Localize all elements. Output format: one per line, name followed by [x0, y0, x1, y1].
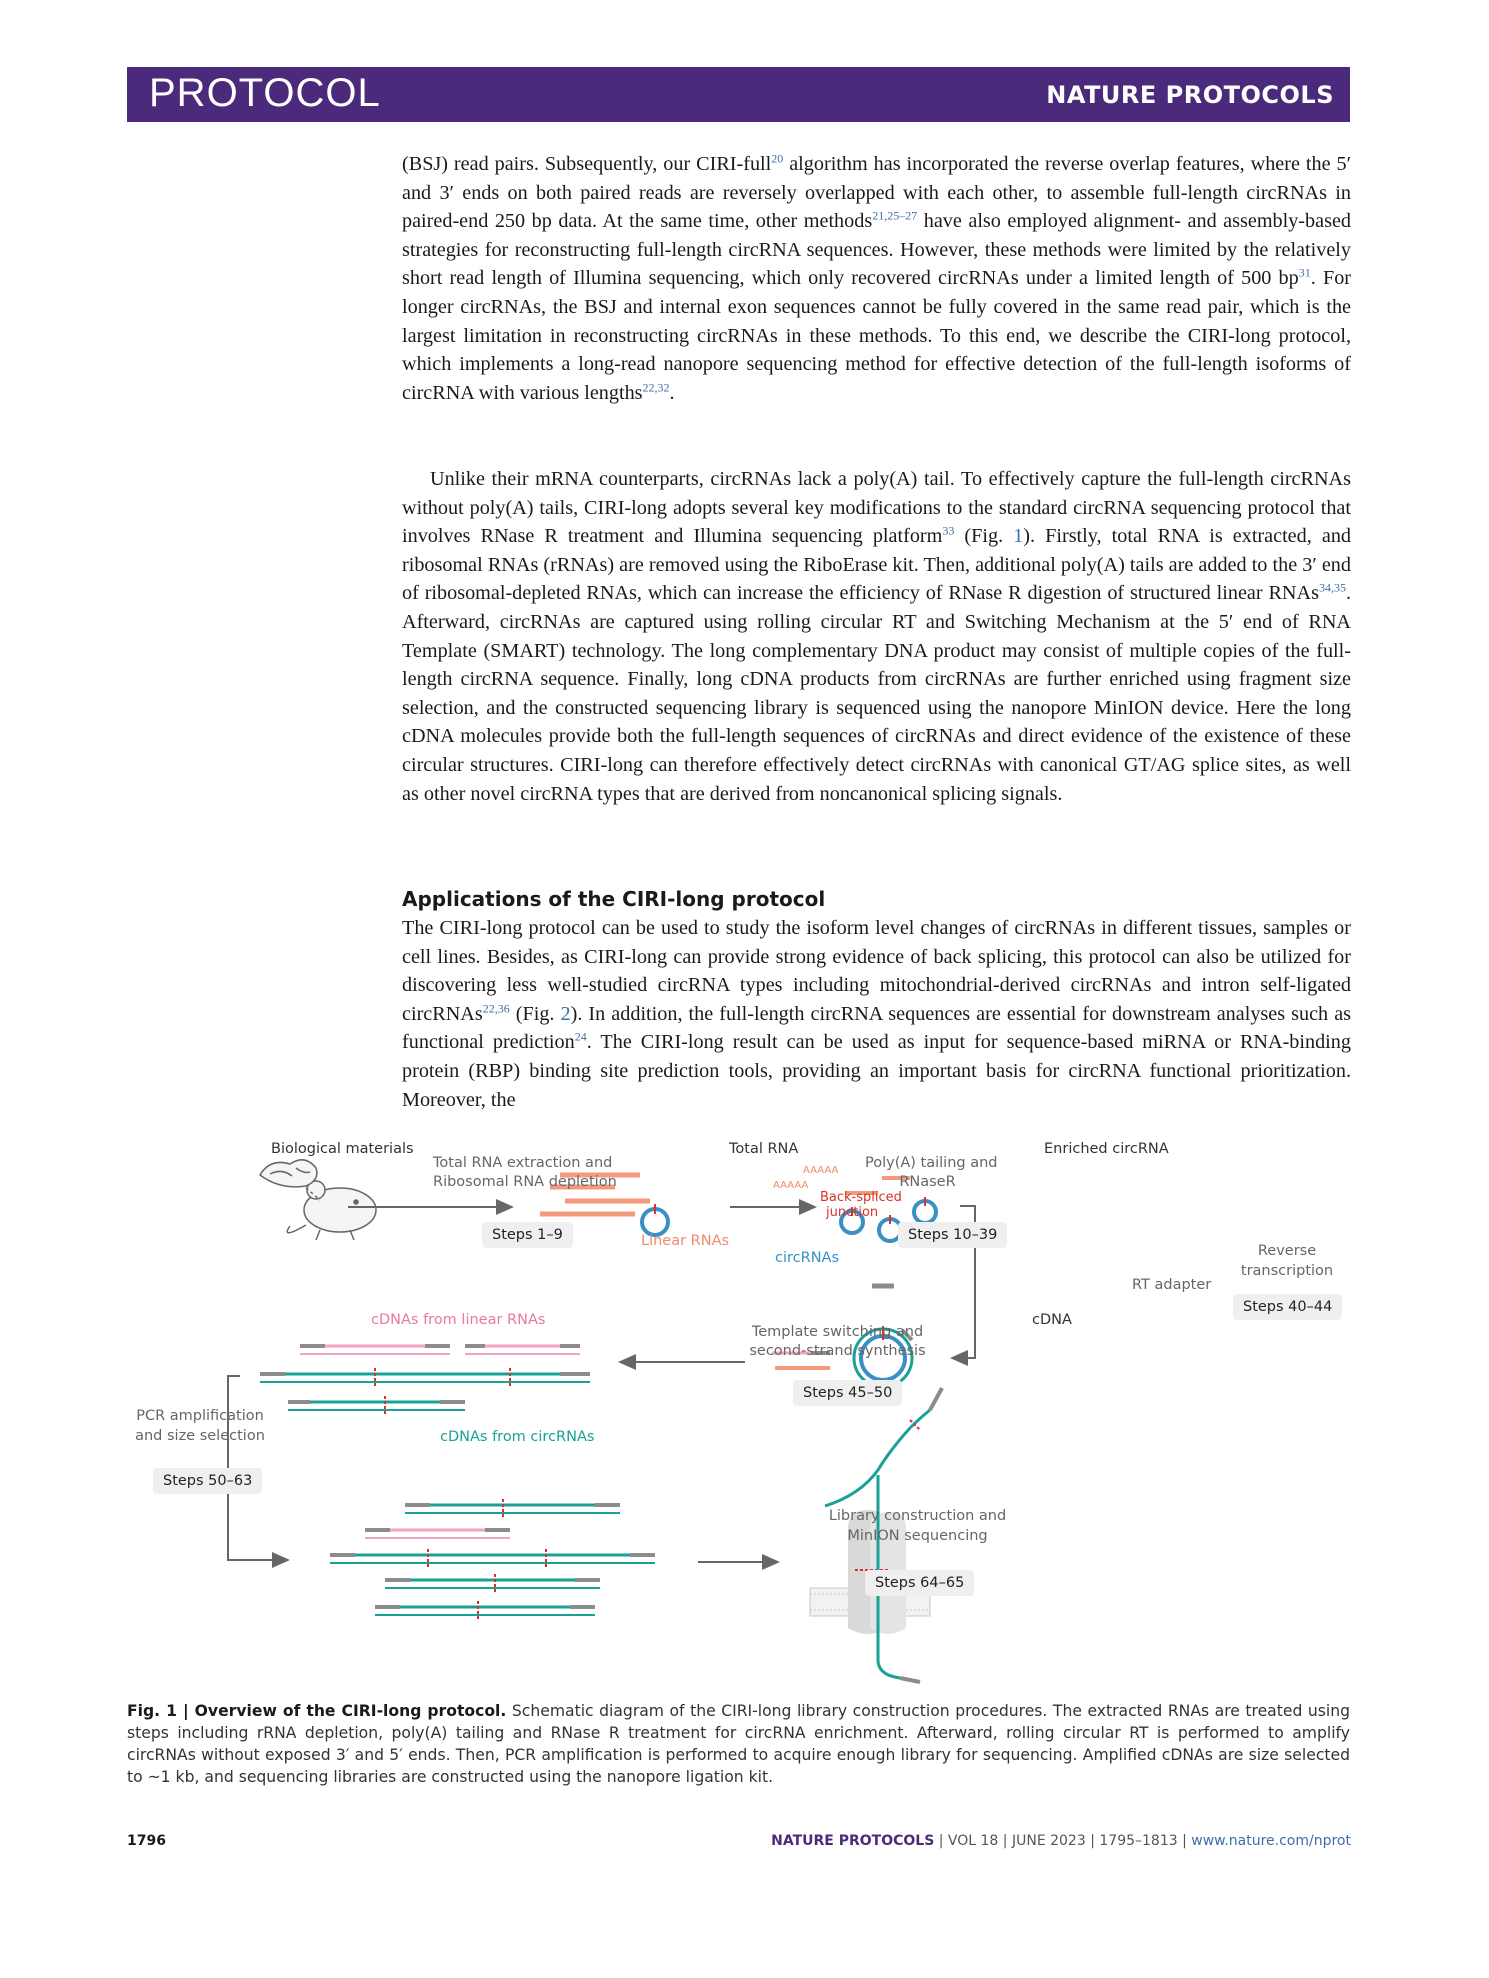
- label-polya-tailing: Poly(A) tailing and: [865, 1155, 998, 1171]
- section-heading: Applications of the CIRI-long protocol: [402, 887, 826, 911]
- label-rt-adapter: RT adapter: [1132, 1277, 1212, 1293]
- steps-45-50: Steps 45–50: [793, 1380, 902, 1406]
- label-transcription: transcription: [1240, 1263, 1334, 1279]
- mouse-brain-illustration: [260, 1160, 376, 1240]
- label-rnaser: RNaseR: [899, 1174, 956, 1190]
- footer-pages: 1795–1813: [1099, 1833, 1178, 1849]
- footer-journal: NATURE PROTOCOLS: [771, 1833, 935, 1849]
- label-second-strand: second-strand synthesis: [749, 1343, 926, 1359]
- footer-citation: NATURE PROTOCOLS | VOL 18 | JUNE 2023 | 1795–1813 | www.nature.com/nprot: [771, 1833, 1351, 1849]
- label-pcr-amplification: PCR amplification: [136, 1408, 264, 1424]
- cdnas-linear-illustration: [300, 1346, 580, 1354]
- paragraph-3: The CIRI-long protocol can be used to study the isoform level changes of circRNAs in different tissues, samples or cell lines. Besides, as CIRI-long can provide strong evidence of back splicing, this protocol can also be utilized for discovering less well-studied circRNA types including mitochondrial-derived circRNAs and intron self-ligated circRNAs$^{22,36}$ (Fig. 2). In addition, the full-length circRNA sequences are essential for downstream analyses such as functional prediction$^{24}$. The CIRI-long result can be used as input for sequence-based miRNA or RNA-binding protein (RBP) binding site prediction tools, providing an important basis for circRNA functional prioritization. Moreover, the: [402, 917, 1352, 1111]
- footer-volume: VOL 18: [947, 1833, 999, 1849]
- reference-link[interactable]: 24: [574, 1029, 587, 1044]
- label-cdnas-linear: cDNAs from linear RNAs: [371, 1312, 546, 1328]
- reference-link[interactable]: 34,35: [1318, 580, 1346, 595]
- reference-link[interactable]: 31: [1298, 265, 1311, 280]
- figure-caption: [127, 1700, 1350, 1788]
- label-total-rna: Total RNA: [729, 1141, 799, 1157]
- label-polya-1: AAAAA: [803, 1165, 839, 1176]
- label-minion-sequencing: MinION sequencing: [847, 1528, 988, 1544]
- paragraph-2: Unlike their mRNA counterparts, circRNAs lack a poly(A) tail. To effectively capture the full-length circRNAs without poly(A) tails, CIRI-long adopts several key modifications to the standard circRNA sequencing protocol that involves RNase R treatment and Illumina sequencing platform$^{33}$ (Fig. 1). Firstly, total RNA is extracted, and ribosomal RNAs (rRNAs) are removed using the RiboErase kit. Then, additional poly(A) tails are added to the 3′ end of ribosomal-depleted RNAs, which can increase the efficiency of RNase R digestion of structured linear RNAs$^{34,35}$. Afterward, circRNAs are captured using rolling circular RT and Switching Mechanism at the 5′ end of RNA Template (SMART) technology. The long complementary DNA product may consist of multiple copies of the full-length circRNA sequence. Finally, long cDNA products from circRNAs are further enriched using fragment size selection, and the constructed sequencing library is sequenced using the nanopore MinION device. Here the long cDNA molecules provide both the full-length sequences of circRNAs and direct evidence of the existence of these circular structures. CIRI-long can therefore effectively detect circRNAs with canonical GT/AG splice sites, as well as other novel circRNA types that are derived from noncanonical splicing signals.: [402, 468, 1352, 805]
- figure-schematic: [120, 1130, 1360, 1695]
- figure-link[interactable]: 2: [560, 1002, 571, 1025]
- paragraph-1: (BSJ) read pairs. Subsequently, our CIRI-full$^{20}$ algorithm has incorporated the reverse overlap features, where the 5′ and 3′ ends on both paired reads are reversely overlapped with each other, to assemble full-length circRNAs in paired-end 250 bp data. At the same time, other methods$^{21,25-27}$ have also employed alignment- and assembly-based strategies for reconstructing full-length circRNA sequences. However, these methods were limited by the relatively short read length of Illumina sequencing, which only recovered circRNAs under a limited length of 500 $bp^{31}$. For longer circRNAs, the BSJ and internal exon sequences cannot be fully covered in the same read pair, which is the largest limitation in reconstructing circRNAs in these methods. To this end, we describe the CIRI-long protocol, which implements a long-read nanopore sequencing method for effective detection of the full-length isoforms of circRNA with various lengths$^{22,32}$.: [402, 151, 1352, 404]
- steps-10-39: Steps 10–39: [898, 1222, 1007, 1248]
- footer-date: JUNE 2023: [1011, 1833, 1086, 1849]
- reference-link[interactable]: 22,36: [482, 1001, 510, 1016]
- label-circrnas: circRNAs: [775, 1250, 840, 1266]
- steps-50-63: Steps 50–63: [153, 1468, 262, 1494]
- reference-link[interactable]: 20: [771, 151, 784, 166]
- steps-1-9: Steps 1–9: [482, 1222, 573, 1248]
- journal-name: NATURE PROTOCOLS: [1046, 81, 1334, 109]
- label-size-selection: and size selection: [135, 1428, 265, 1444]
- label-back-spliced: Back-spliced: [820, 1190, 902, 1205]
- page-header: [127, 67, 1350, 122]
- label-library-construction: Library construction and: [828, 1508, 1007, 1524]
- figure-link[interactable]: 1: [1013, 525, 1024, 548]
- cdnas-circ-illustration: [260, 1368, 590, 1416]
- caption-text: Schematic diagram of the CIRI-long library construction procedures. The extracted RNAs are treated using steps including rRNA depletion, poly(A) tailing and RNase R treatment for circRNA enrichment. Afterward, rolling circular RT is performed to amplify circRNAs without exposed 3′ and 5′ ends. Then, PCR amplification is performed to acquire enough library for sequencing. Amplified cDNAs are size selected to ~1 kb, and sequencing libraries are constructed using the nanopore ligation kit.: [127, 1702, 1351, 1786]
- label-template-switching: Template switching and: [751, 1324, 924, 1340]
- label-total-rna-extraction: Total RNA extraction and: [433, 1155, 613, 1171]
- label-polya-2: AAAAA: [773, 1180, 809, 1191]
- page-number: 1796: [127, 1833, 166, 1849]
- label-biological-materials: Biological materials: [271, 1141, 414, 1157]
- label-junction: junction: [826, 1205, 879, 1220]
- label-cdnas-circ: cDNAs from circRNAs: [440, 1429, 595, 1445]
- label-linear-rnas: Linear RNAs: [641, 1233, 730, 1249]
- reference-link[interactable]: 22,32: [642, 380, 670, 395]
- steps-64-65: Steps 64–65: [865, 1570, 974, 1596]
- caption-label: Fig. 1 | Overview of the CIRI-long protocol.: [127, 1702, 507, 1720]
- label-cdna: cDNA: [1032, 1312, 1072, 1328]
- label-ribosomal-depletion: Ribosomal RNA depletion: [433, 1174, 617, 1190]
- figure-1: [120, 1130, 1360, 1695]
- size-selected-library-illustration: [330, 1499, 655, 1621]
- footer-url-link[interactable]: www.nature.com/nprot: [1191, 1833, 1351, 1849]
- section-label: PROTOCOL: [149, 71, 381, 115]
- label-reverse: Reverse: [1257, 1243, 1317, 1259]
- label-enriched-circrna: Enriched circRNA: [1044, 1141, 1169, 1157]
- reference-link[interactable]: 33: [942, 523, 955, 538]
- circrna-illustration: [642, 1204, 668, 1235]
- steps-40-44: Steps 40–44: [1233, 1294, 1342, 1320]
- reference-link[interactable]: 21,25–27: [872, 208, 918, 223]
